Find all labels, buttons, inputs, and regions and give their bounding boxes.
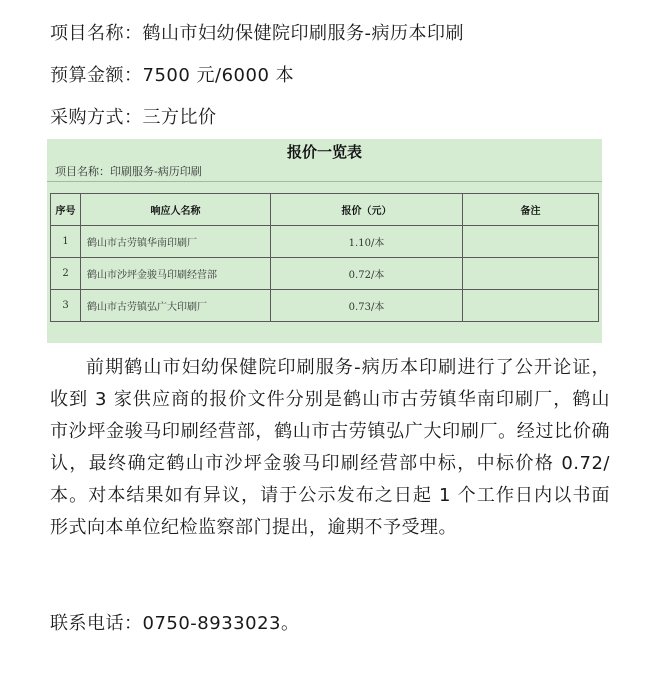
col-header-price: 报价（元）: [271, 194, 463, 226]
quote-table: [50, 193, 599, 322]
col-header-note: 备注: [463, 194, 599, 226]
sheet-divider: [47, 181, 602, 182]
row-note: [463, 226, 599, 258]
table-row: [51, 226, 599, 258]
row-index: 2: [51, 258, 81, 290]
procurement-method-line: 采购方式：三方比价: [50, 107, 217, 128]
quote-sheet-project-label: 项目名称：印刷服务-病历印刷: [55, 165, 202, 178]
row-price: 1.10/本: [271, 226, 463, 258]
budget-amount-line: 预算金额：7500 元/6000 本: [50, 65, 295, 86]
row-price: 0.72/本: [271, 258, 463, 290]
row-price: 0.73/本: [271, 290, 463, 322]
row-note: [463, 290, 599, 322]
table-header-row: [51, 194, 599, 226]
row-vendor-name: 鹤山市古劳镇弘广大印刷厂: [81, 290, 271, 322]
quote-sheet-title: 报价一览表: [286, 143, 362, 161]
table-row: [51, 290, 599, 322]
row-index: 1: [51, 226, 81, 258]
contact-phone-line: 联系电话：0750-8933023。: [50, 613, 300, 634]
result-paragraph: 前期鹤山市妇幼保健院印刷服务-病历本印刷进行了公开论证，收到 3 家供应商的报价文件分别是鹤山市古劳镇华南印刷厂，鹤山市沙坪金骏马印刷经营部，鹤山市古劳镇弘广大印刷厂。经过比价确认，最终确定鹤山市沙坪金骏马印刷经营部中标，中标价格 0.72/本。对本结果如有异议，请于公示发布之日起 1 个工作日内以书面形式向本单位纪检监察部门提出，逾期不予受理。: [50, 357, 610, 538]
row-note: [463, 258, 599, 290]
col-header-name: 响应人名称: [81, 194, 271, 226]
row-index: 3: [51, 290, 81, 322]
row-vendor-name: 鹤山市古劳镇华南印刷厂: [81, 226, 271, 258]
row-vendor-name: 鹤山市沙坪金骏马印刷经营部: [81, 258, 271, 290]
col-header-index: 序号: [51, 194, 81, 226]
project-name-line: 项目名称：鹤山市妇幼保健院印刷服务-病历本印刷: [50, 23, 464, 44]
table-row: [51, 258, 599, 290]
quote-sheet-image: [47, 139, 602, 343]
